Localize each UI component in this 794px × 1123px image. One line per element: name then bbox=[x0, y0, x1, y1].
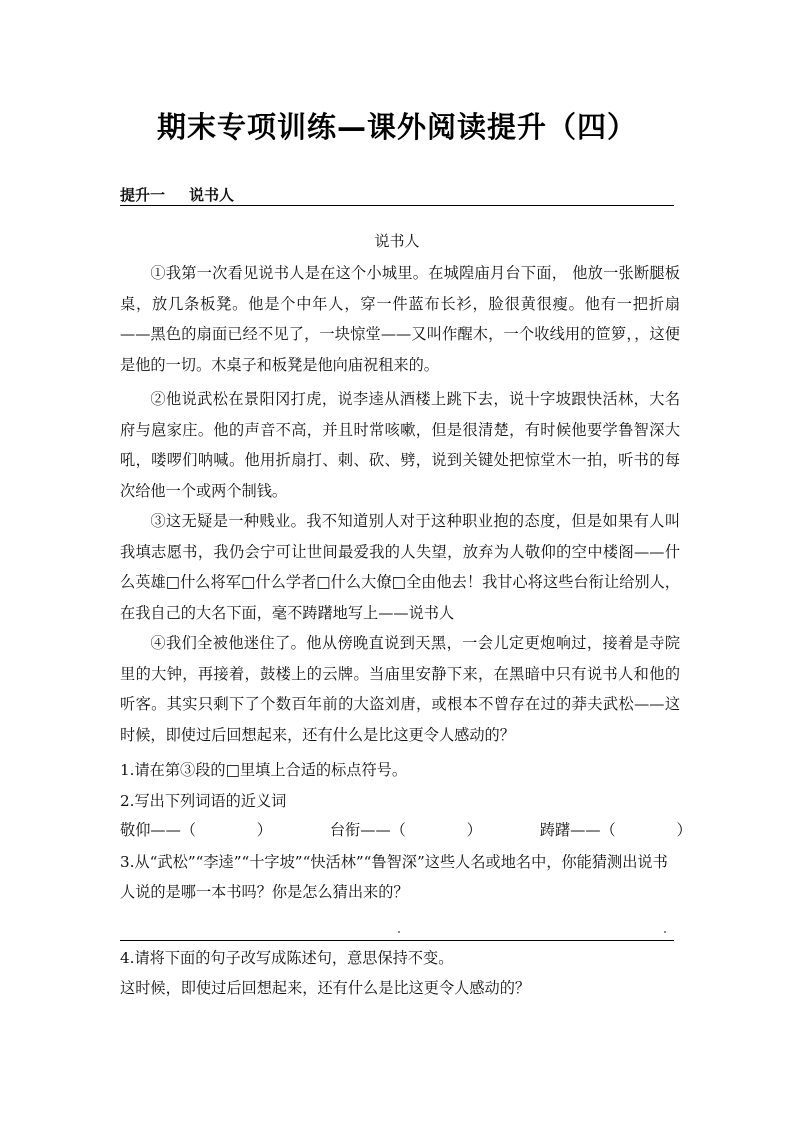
paragraph-1: ①我第一次看见说书人是在这个小城里。在城隍庙月台下面， 他放一张断腿板桌，放几条板凳。他是个中年人，穿一件蓝布长衫，脸很黄很瘦。他有一把折扇——黑色的扇面已经不见了，一块惊堂——又叫作醒木，一个收线用的笸箩，，这便是他的一切。木桌子和板凳是他向庙祝租来的。 bbox=[120, 264, 680, 374]
question-4-sentence: 这时候，即使过后回想起来，还有什么是比这更令人感动的？ bbox=[120, 979, 531, 997]
answer-line bbox=[120, 940, 674, 941]
paragraph-4: ④我们全被他迷住了。他从傍晚直说到天黑，一会儿定更炮响过，接着是寺院里的大钟，再接着，鼓楼上的云牌。当庙里安静下来，在黑暗中只有说书人和他的听客。其实只剩下了个数百年前的大盗刘唐，或根本不曾存在过的莽夫武松——这时候，即使过后回想起来，还有什么是比这更令人感动的？ bbox=[120, 634, 680, 744]
synonym-items bbox=[120, 818, 692, 842]
paragraph-3: ③这无疑是一种贱业。我不知道别人对于这种职业抱的态度，但是如果有人叫我填志愿书，我仍会宁可让世间最爱我的人失望，放弃为人敬仰的空中楼阁——什么英雄□什么将军□什么学者□什么大僚□全由他去！我甘心将这些台衔让给别人，在我自己的大名下面，毫不踌躇地写上——说书人 bbox=[120, 512, 680, 622]
story-title: 说书人 bbox=[374, 232, 420, 250]
question-2: 2.写出下列词语的近义词 bbox=[120, 792, 287, 810]
section-heading bbox=[120, 186, 674, 206]
page-title: 期末专项训练—课外阅读提升（四） bbox=[156, 110, 637, 144]
synonym-item-2: 台衔——（ ） bbox=[329, 821, 482, 839]
synonym-item-1: 敬仰——（ ） bbox=[120, 821, 272, 839]
question-1: 1.请在第③段的□里填上合适的标点符号。 bbox=[120, 761, 408, 779]
answer-mark bbox=[398, 931, 400, 933]
synonym-item-3: 踌躇——（ ） bbox=[539, 821, 692, 839]
section-label: 提升一 bbox=[120, 186, 166, 204]
question-4: 4.请将下面的句子改写成陈述句，意思保持不变。 bbox=[120, 949, 454, 967]
answer-mark bbox=[664, 931, 666, 933]
section-name: 说书人 bbox=[189, 186, 235, 204]
question-3: 3.从“武松”“李逵”“十字坡”“快活林”“鲁智深”这些人名或地名中，你能猜测出说书人说的是哪一本书吗？你是怎么猜出来的？ bbox=[120, 853, 668, 901]
paragraph-2: ②他说武松在景阳冈打虎，说李逵从酒楼上跳下去，说十字坡跟快活林，大名府与扈家庄。他的声音不高，并且时常咳嗽，但是很清楚，有时候他要学鲁智深大吼，喽啰们呐喊。他用折扇打、刺、砍、劈，说到关键处把惊堂木一拍，听书的每次给他一个或两个制钱。 bbox=[120, 390, 680, 500]
